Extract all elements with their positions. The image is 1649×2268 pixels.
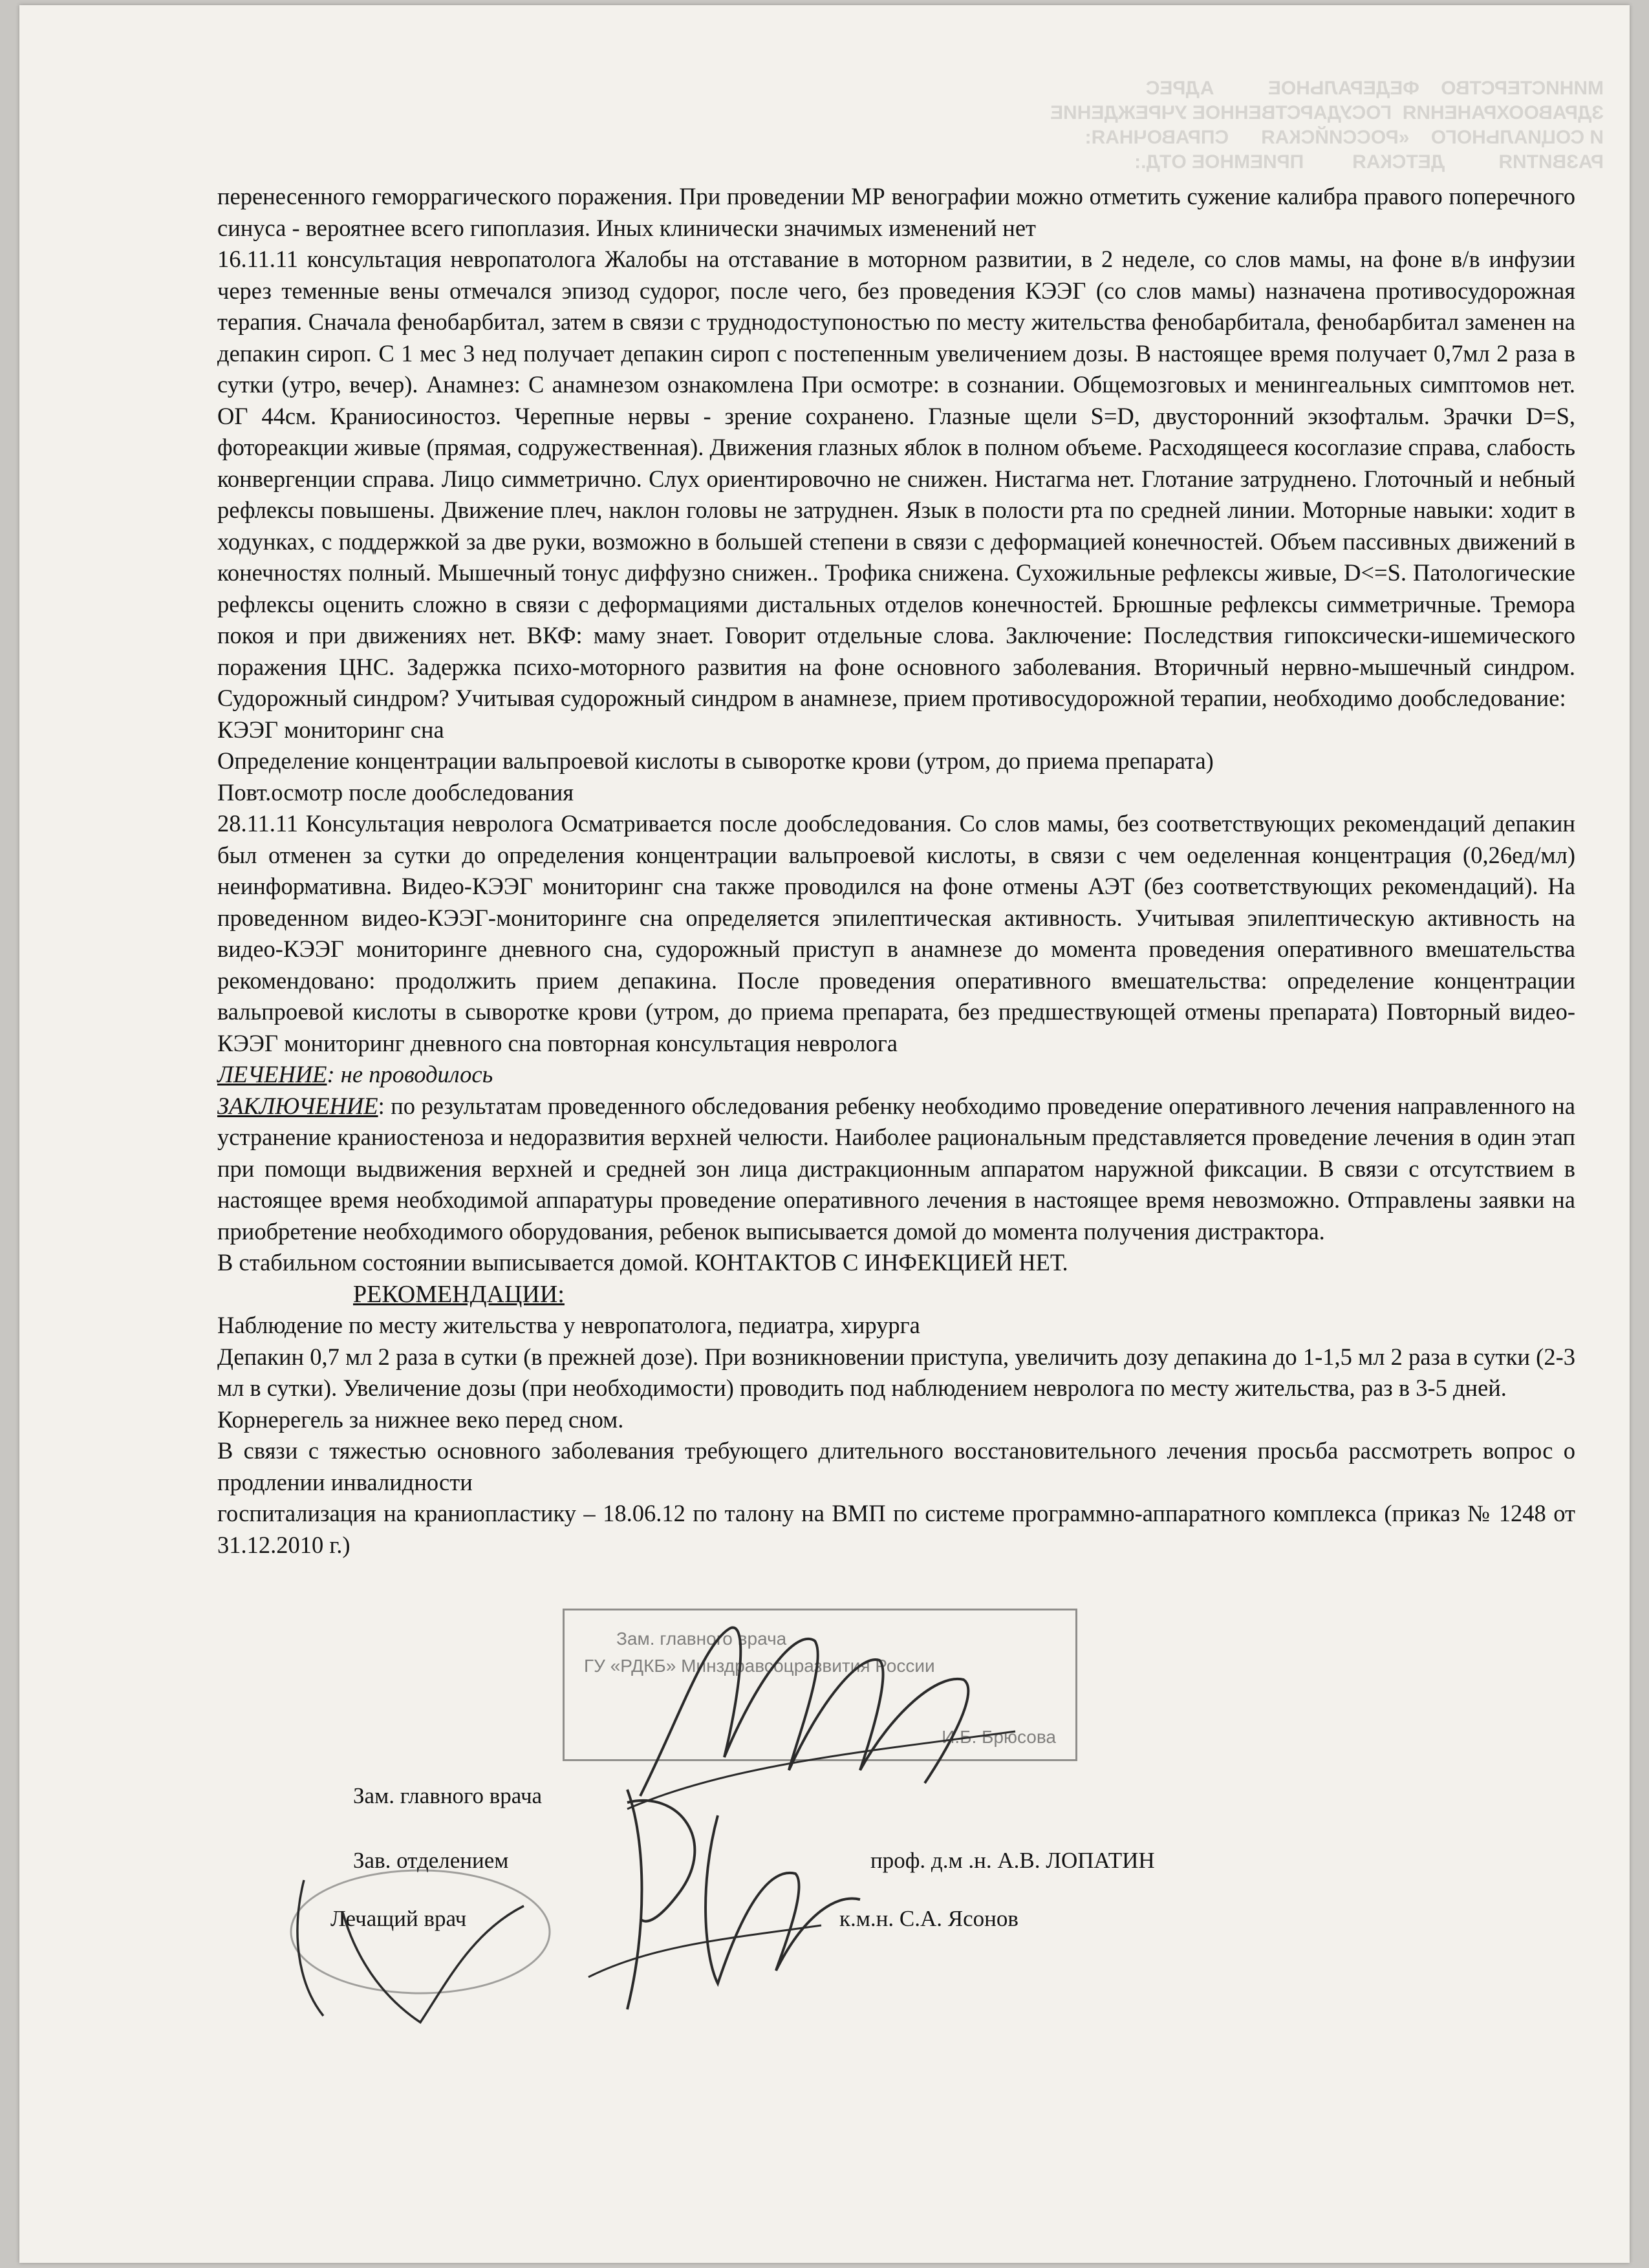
deputy-chief-label: Зам. главного врача [353,1783,543,1808]
recommendation-item: В связи с тяжестью основного заболевания требующего длительного восстановительного лечения просьба рассмотреть вопрос о продлении инвалидности [217,1437,1575,1495]
paragraph-neurologist-16-11: 16.11.11 консультация невропатолога Жалобы на отставание в моторном развитии, в 2 неделе, со слов мамы, на фоне в/в инфузии через теменные вены отмечался эпизод судорог, после чего, без проведения КЭЭГ (со слов мамы) назначена противосудорожная терапия. Сначала фенобарбитал, затем в связи с труднодоступоностью по месту жительства фенобарбитала, фенобарбитал заменен на депакин сироп. С 1 мес 3 нед получает депакин сироп с постепенным увеличением дозы. В настоящее время получает 0,7мл 2 раза в сутки (утро, вечер). Анамнез: С анамнезом ознакомлена При осмотре: в сознании. Общемозговых и менингеальных симптомов нет. ОГ 44см. Краниосиностоз. Черепные нервы - зрение сохранено. Глазные щели S=D, двусторонний экзофтальм. Зрачки D=S, фотореакции живые (прямая, содружественная). Движения глазных яблок в полном объеме. Расходящееся косоглазие справа, слабость конвергенции справа. Лицо симметрично. Слух ориентировочно не снижен. Нистагма нет. Глотание затруднено. Глоточный и небный рефлексы повышены. Движение плеч, наклон головы не затруднен. Язык в полости рта по средней линии. Моторные навыки: ходит в ходунках, с поддержкой за две руки, возможно в большей степени в связи с деформацией конечностей. Объем пассивных движений в конечностях полный. Мышечный тонус диффузно снижен.. Трофика снижена. Сухожильные рефлексы живые, D<=S. Патологические рефлексы оценить сложно в связи с деформациями дистальных отделов конечностей. Брюшные рефлексы симметричные. Тремора покоя и при движениях нет. ВКФ: маму знает. Говорит отдельные слова. Заключение: Последствия гипоксически-ишемического поражения ЦНС. Задержка психо-моторного развития на фоне основного заболевания. Вторичный нервно-мышечный синдром. Судорожный синдром? Учитывая судорожный синдром в анамнезе, прием противосудорожной терапии, необходимо дообследование: [217,246,1575,711]
stamp-title: Зам. главного врача [616,1629,787,1649]
recommendation-item: Депакин 0,7 мл 2 раза в сутки (в прежней дозе). При возникновении приступа, увеличить дозу депакина до 1-1,5 мл 2 раза в сутки (2-3 мл в сутки). Увеличение дозы (при необходимости) проводить под наблюдением невролога по месту жительства, раз в 3-5 дней. [217,1343,1575,1401]
recommendation-item: Наблюдение по месту жительства у невропатолога, педиатра, хирурга [217,1312,920,1338]
conclusion-paragraph [217,1091,1575,1248]
stamp-institution: ГУ «РДКБ» Минздравсоцразвития России [584,1656,935,1676]
paragraph-mr-venography: перенесенного геморрагического поражения. При проведении МР венографии можно отметить сужение калибра правого поперечного синуса - вероятнее всего гипоплазия. Иных клинически значимых изменений нет [217,183,1575,241]
discharge-line: В стабильном состоянии выписывается домой. КОНТАКТОВ С ИНФЕКЦИЕЙ НЕТ. [217,1249,1068,1276]
stamp-name: И.Б. Брюсова [942,1727,1056,1747]
head-of-department-name: проф. д.м .н. А.В. ЛОПАТИН [870,1848,1155,1873]
signature-block [217,1783,1575,2171]
treatment-line [217,1059,1575,1091]
exam-item-valproate: Определение концентрации вальпроевой кислоты в сыворотке крови (утром, до приема препарата) [217,747,1214,774]
conclusion-text: : по результатам проведенного обследования ребенку необходимо проведение оперативного лечения направленного на устранение краниостеноза и недоразвития верхней челюсти. Наиболее рациональным представляется проведение лечения в один этап при помощи выдвижения верхней и средней зон лица дистракционным аппаратом наружной фиксации. В связи с отсутствием в настоящее время необходимой аппаратуры проведение оперативного лечения в настоящее время невозможно. Отправлены заявки на приобретение необходимого оборудования, ребенок выписывается домой до момента получения дистрактора. [217,1092,1575,1245]
recommendations-heading: РЕКОМЕНДАЦИИ: [353,1280,565,1308]
exam-item-keeg: КЭЭГ мониторинг сна [217,716,444,743]
document-page [19,5,1630,2263]
conclusion-label: ЗАКЛЮЧЕНИЕ [217,1092,378,1119]
document-body [217,181,1575,1561]
recommendation-item: госпитализация на краниопластику – 18.06.12 по талону на ВМП по системе программно-аппаратного комплекса (приказ № 1248 от 31.12.2010 г.) [217,1500,1575,1558]
recommendation-item: Корнерегель за нижнее веко перед сном. [217,1406,624,1433]
show-through-letterhead: МИНИСТЕРСТВО ФЕДЕРАЛЬНОЕ АДРЕС ЗДРАВООХРАНЕНИЯ ГОСУДАРСТВЕННОЕ УЧРЕЖДЕНИЕ И СОЦИАЛЬНОГО «РОССИЙСКАЯ СПРАВОЧНАЯ: РАЗВИТИЯ ДЕТСКАЯ ПРИЕМНОЕ ОТД.: [1050,78,1604,173]
exam-item-followup: Повт.осмотр после дообследования [217,778,574,806]
head-of-department-label: Зав. отделением [353,1848,509,1873]
approval-stamp [563,1609,1077,1761]
attending-label: Лечащий врач [330,1906,467,1931]
attending-name: к.м.н. С.А. Ясонов [839,1906,1018,1931]
treatment-label: ЛЕЧЕНИЕ [217,1061,327,1087]
paragraph-neurologist-28-11: 28.11.11 Консультация невролога Осматривается после дообследования. Со слов мамы, без соответствующих рекомендаций депакин был отменен за сутки до определения концентрации вальпроевой кислоты, в связи с чем оеделенная концентрация (0,26ед/мл) неинформативна. Видео-КЭЭГ мониторинг сна также проводился на фоне отмены АЭТ (без соответствующих рекомендаций). На проведенном видео-КЭЭГ-мониторинге сна определяется эпилептическая активность. Учитывая эпилептическую активность на видео-КЭЭГ мониторинге дневного сна, судорожный приступ в анамнезе до момента проведения оперативного вмешательства рекомендовано: продолжить прием депакина. После проведения оперативного вмешательства: определение концентрации вальпроевой кислоты в сыворотке крови (утром, до приема препарата, без предшествующей отмены препарата) Повторный видео-КЭЭГ мониторинг дневного сна повторная консультация невролога [217,810,1575,1056]
treatment-text: : не проводилось [327,1061,493,1087]
